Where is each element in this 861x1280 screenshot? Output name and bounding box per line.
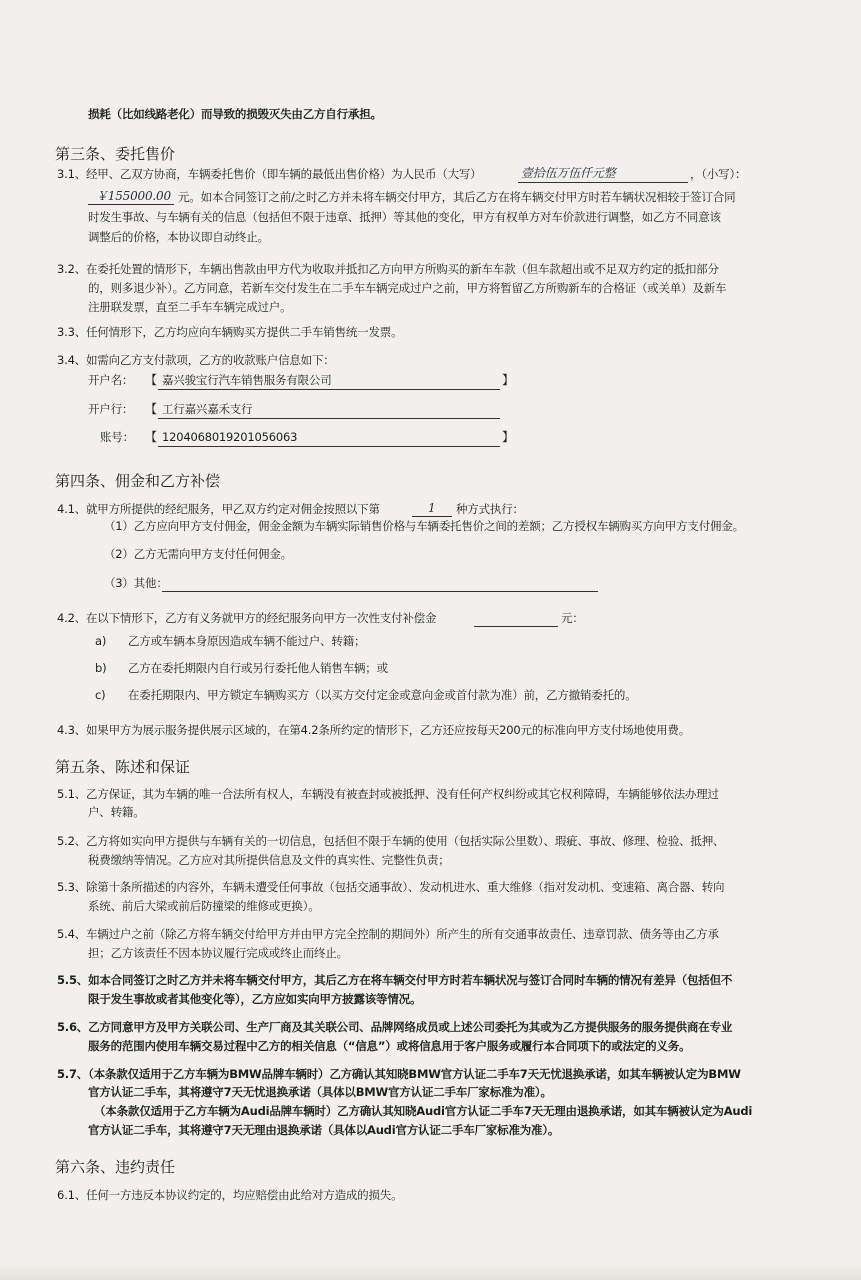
section-6-title: 第六条、违约责任 [55,1158,176,1176]
intro-line: 损耗（比如线路老化）而导致的损毁灭失由乙方自行承担。 [88,107,382,121]
account-name-underline [158,389,500,390]
account-name-label: 开户名： [88,373,134,387]
bank-underline [158,418,500,419]
account-no-value: 1204068019201056063 [162,430,298,444]
clause-4-1-text: 4.1、就甲方所提供的经纪服务，甲乙双方约定对佣金按照以下第 [57,502,380,516]
commission-option-choice: 1 [428,501,436,515]
clause-4-2-item-a: 乙方或车辆本身原因造成车辆不能过户、转籍； [128,634,366,648]
bracket-open-1: 【 [145,373,158,387]
scan-edge-shadow [0,1262,861,1280]
clause-4-2-item-c: 在委托期限内、甲方锁定车辆购买方（以买方交付定金或意向金或首付款为准）前，乙方撤销委托的。 [128,688,637,702]
clause-4-2-text: 4.2、在以下情形下，乙方有义务就甲方的经纪服务向甲方一次性支付补偿金 [57,611,437,625]
clause-5-7-line-4: 官方认证二手车，其将遵守7天无理由退换承诺（具体以Audi官方认证二手车厂家标准为准）。 [88,1123,560,1137]
clause-3-1-lowercase-label: ，（小写）： [690,167,747,181]
clause-5-2-line-1: 5.2、乙方将如实向甲方提供与车辆有关的一切信息，包括但不限于车辆的使用（包括实际公里数）、瑕疵、事故、修理、检验、抵押、 [57,834,725,848]
amount-in-words: 壹拾伍万伍仟元整 [521,166,616,180]
clause-5-4-line-2: 担；乙方该责任不因本协议履行完成或终止而终止。 [88,946,348,960]
clause-5-1-line-1: 5.1、乙方保证，其为车辆的唯一合法所有权人，车辆没有被查封或被抵押、没有任何产权纠纷或其它权利障碍，车辆能够依法办理过 [57,787,719,801]
clause-4-2-unit: 元： [561,611,584,625]
amount-in-numbers: ￥155000.00 [96,189,171,203]
clause-3-1-line-2: 元。如本合同签订之前/之时乙方并未将车辆交付甲方，其后乙方在将车辆交付甲方时若车辆状况相较于签订合同 [178,190,736,204]
section-5-title: 第五条、陈述和保证 [55,758,191,776]
section-3-title: 第三条、委托售价 [55,145,176,163]
commission-choice-underline [412,516,452,517]
clause-5-7-line-3: （本条款仅适用于乙方车辆为Audi品牌车辆时）乙方确认其知晓Audi官方认证二手车7天无理由退换承诺，如其车辆被认定为Audi [94,1104,753,1118]
clause-3-1-line-4: 调整后的价格，本协议即自动终止。 [88,230,269,244]
clause-5-2-line-2: 税费缴纳等情况。乙方应对其所提供信息及文件的真实性、完整性负责； [88,853,450,867]
commission-option-2: （2）乙方无需向甲方支付任何佣金。 [104,547,292,561]
bracket-open-3: 【 [145,430,158,444]
clause-5-6-line-2: 服务的范围内使用车辆交易过程中乙方的相关信息（“信息”）或将信息用于客户服务或履行本合同项下的或法定的义务。 [88,1039,691,1053]
clause-5-3-line-2: 系统、前后大梁或前后防撞梁的维修或更换）。 [88,899,320,913]
bracket-close-3: 】 [502,430,515,444]
clause-5-5-line-2: 限于发生事故或者其他变化等），乙方应如实向甲方披露该等情况。 [88,992,422,1006]
clause-4-3: 4.3、如果甲方为展示服务提供展示区域的，在第4.2条所约定的情形下，乙方还应按每天200元的标准向甲方支付场地使用费。 [57,723,691,737]
bracket-close-1: 】 [502,373,515,387]
clause-4-2-item-a-label: a) [95,634,107,648]
compensation-amount-underline [474,626,558,627]
bank-label: 开户行： [88,402,134,416]
clause-4-2-item-b-label: b) [95,661,107,675]
clause-5-5-line-1: 5.5、如本合同签订之时乙方并未将车辆交付甲方，其后乙方在将车辆交付甲方时若车辆状况与签订合同时车辆的情况有差异（包括但不 [57,973,733,987]
section-4-title: 第四条、佣金和乙方补偿 [55,472,221,490]
clause-5-6-line-1: 5.6、乙方同意甲方及甲方关联公司、生产厂商及其关联公司、品牌网络成员或上述公司委托为其或为乙方提供服务的服务提供商在专业 [57,1020,733,1034]
amount-number-underline [88,204,174,205]
clause-3-2-line-1: 3.2、在委托处置的情形下，车辆出售款由甲方代为收取并抵扣乙方向甲方所购买的新车车款（但车款超出或不足双方约定的抵扣部分 [57,262,719,276]
account-name-value: 嘉兴骏宝行汽车销售服务有限公司 [162,373,332,387]
commission-option-3: （3）其他： [104,576,168,590]
account-no-underline [158,446,500,447]
clause-5-1-line-2: 户、转籍。 [88,805,145,819]
clause-5-7-line-1: 5.7、（本条款仅适用于乙方车辆为BMW品牌车辆时）乙方确认其知晓BMW官方认证二手车7天无忧退换承诺，如其车辆被认定为BMW [57,1067,741,1081]
clause-4-1-suffix: 种方式执行： [456,502,524,516]
clause-5-7-line-2: 官方认证二手车，其将遵守7天无忧退换承诺（具体以BMW官方认证二手车厂家标准为准）。 [88,1085,552,1099]
clause-3-2-line-2: 的，则多退少补）。乙方同意，若新车交付发生在二手车车辆完成过户之前，甲方将暂留乙方所购新车的合格证（或关单）及新车 [88,281,727,295]
amount-words-underline [518,182,688,183]
account-no-label: 账号： [100,430,134,444]
bank-value: 工行嘉兴嘉禾支行 [162,402,253,416]
clause-3-1-line-1: 3.1、经甲、乙双方协商，车辆委托售价（即车辆的最低出售价格）为人民币（大写） [57,167,482,181]
clause-6-1: 6.1、任何一方违反本协议约定的，均应赔偿由此给对方造成的损失。 [57,1188,403,1202]
clause-3-1-line-3: 时发生事故、与车辆有关的信息（包括但不限于违章、抵押）等其他的变化，甲方有权单方对车价款进行调整，如乙方不同意该 [88,210,721,224]
commission-option-1: （1）乙方应向甲方支付佣金，佣金金额为车辆实际销售价格与车辆委托售价之间的差额；乙方授权车辆购买方向甲方支付佣金。 [104,519,744,533]
clause-4-2-item-b: 乙方在委托期限内自行或另行委托他人销售车辆；或 [128,661,388,675]
option-3-underline [162,591,598,592]
clause-4-2-item-c-label: c) [95,688,106,702]
clause-3-4: 3.4、如需向乙方支付款项，乙方的收款账户信息如下： [57,353,335,367]
bracket-open-2: 【 [145,402,158,416]
clause-3-3: 3.3、任何情形下，乙方均应向车辆购买方提供二手车销售统一发票。 [57,325,403,339]
clause-3-2-line-3: 注册联发票，直至二手车车辆完成过户。 [88,300,292,314]
clause-5-4-line-1: 5.4、车辆过户之前（除乙方将车辆交付给甲方并由甲方完全控制的期间外）所产生的所有交通事故责任、违章罚款、债务等由乙方承 [57,927,719,941]
clause-5-3-line-1: 5.3、除第十条所描述的内容外，车辆未遭受任何事故（包括交通事故）、发动机进水、重大维修（指对发动机、变速箱、离合器、转向 [57,880,725,894]
